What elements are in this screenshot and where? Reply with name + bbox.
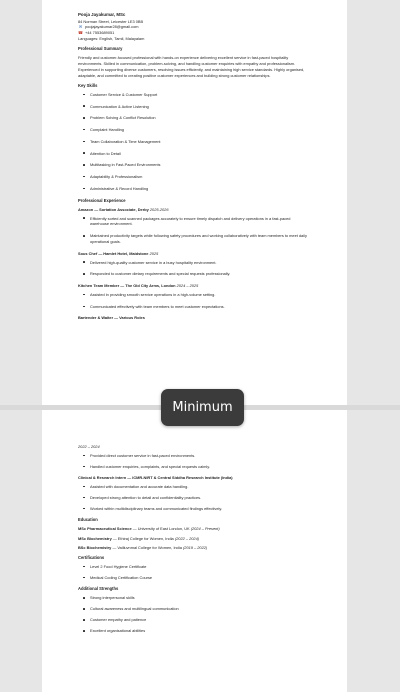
certifications-heading: Certifications (78, 554, 105, 560)
education-place: — Vailluvnmal College for Women, India (111, 545, 182, 550)
job-bullets (78, 216, 347, 245)
phone-number[interactable]: +44 7553689051 (85, 30, 115, 36)
education-heading: Education (78, 516, 98, 522)
job-title (78, 251, 347, 257)
job-title (78, 315, 347, 321)
job-bullet: Communicated effectively with team members to meet customer expectations. (90, 304, 308, 310)
skill-item: Problem Solving & Conflict Resolution (90, 115, 308, 121)
job-dates: 2025-2026 (149, 206, 169, 212)
education-place: — Ethiraj College for Women, India (111, 535, 174, 541)
education-years: (2024 – Present) (190, 526, 220, 532)
job-bullet: Worked within multidisciplinary teams and communicated findings effectively. (90, 506, 308, 512)
job-dates: 2025 (149, 250, 159, 256)
skill-item: Communication & Active Listening (90, 104, 308, 110)
job-bullets (78, 453, 347, 470)
skill-item: Adaptability & Professionalism (90, 174, 308, 180)
job-bullet: Developed strong attention to detail and confidentiality practices. (90, 495, 308, 501)
education-years: (2022 – 2024) (174, 535, 200, 541)
job-role: Sous Chef — Hamlet Hotel, Maidstone (78, 250, 149, 256)
summary-text: Friendly and customer-focused professional with hands-on experience delivering excellent service in fast-paced hospitality environments. Skilled in communication, problem-solving, and handling customer enquiries with empathy and professionalism. Experienced in supporting diverse customers, resolving issues efficiently, and maintaining high service standards. Highly organised, adaptable, and committed to creating positive customer experiences and building strong customer relationships. (78, 55, 305, 78)
job-bullet: Maintained productivity targets while following safety procedures and working collaboratively with team members to meet daily operational goals. (90, 233, 307, 244)
strength-item: Cultural awareness and multilingual communication (90, 606, 308, 612)
job-bullet: Efficiently sorted and scanned packages accurately to ensure timely dispatch and delivery operations in a fast-paced warehouse environment. (90, 216, 308, 228)
education-years: (2019 – 2022) (182, 545, 208, 550)
skills-heading: Key Skills (78, 82, 98, 88)
education-degree: MSc Pharmaceutical Science (78, 526, 132, 532)
job-bullets (78, 260, 347, 278)
skills-list (78, 92, 347, 192)
job-dates-continued (78, 444, 347, 450)
strengths-heading: Additional Strengths (78, 586, 119, 592)
envelope-icon: ✉ (78, 24, 83, 30)
email-link[interactable]: poojajayakumar28@gmail.com (85, 24, 139, 30)
job-dates: 2022 – 2024 (78, 444, 100, 449)
job-bullets (78, 484, 347, 512)
job-bullet: Handled customer enquiries, complaints, and special requests calmly. (90, 464, 308, 470)
job-role: Bartender & Waiter — Various Roles (78, 315, 145, 321)
languages-line: Languages: English, Tamil, Malayalam (78, 36, 145, 42)
candidate-name: Pooja Jayakumar, MSc (78, 12, 126, 17)
strength-item: Customer empathy and patience (90, 617, 308, 623)
job-dates: 2024 – 2025 (176, 283, 199, 289)
minimum-badge[interactable]: Minimum (161, 389, 244, 426)
job-bullet: Assisted in providing smooth service operations in a high-volume setting. (90, 292, 308, 298)
skill-item: Attention to Detail (90, 151, 308, 157)
education-place: — University of East London, UK (131, 526, 190, 532)
education-degree: MSc Biochemistry (78, 535, 112, 541)
skill-item: Administrative & Record Handling (90, 186, 308, 192)
job-title (78, 207, 347, 213)
job-bullet: Responded to customer dietary requirements and special requests professionally. (90, 271, 308, 277)
cv-page-2 (42, 410, 347, 692)
cv-page-1 (42, 0, 347, 405)
education-item (78, 526, 347, 532)
job-role: Clinical & Research Intern — ICMR-NIRT & Central Siddha Research Institute (India) (78, 474, 233, 480)
strengths-list (78, 595, 347, 634)
education-item (78, 536, 347, 542)
strength-item: Excellent organisational abilities (90, 628, 308, 634)
job-role: Kitchen Team Member — The Old City Arms, London (78, 283, 176, 289)
certifications-list (78, 564, 347, 581)
job-bullet: Assisted with documentation and accurate data handling. (90, 484, 308, 490)
skill-item: Customer Service & Customer Support (90, 92, 308, 98)
education-degree: BSc Biochemistry (78, 545, 112, 550)
education-item (78, 545, 347, 551)
job-role: Amazon — Sortation Associate, Derby (78, 206, 149, 212)
job-bullets (78, 292, 347, 310)
address-line: 84 Norman Street, Leicester LE3 0BB (78, 18, 144, 24)
job-title (78, 283, 347, 289)
skill-item: Team Collaboration & Time Management (90, 139, 308, 145)
phone-icon: ☎ (78, 30, 83, 36)
skill-item: Complaint Handling (90, 127, 308, 133)
job-title (78, 475, 347, 481)
job-bullet: Provided direct customer service in fast-paced environments. (90, 453, 308, 459)
job-bullet: Delivered high-quality customer service in a busy hospitality environment. (90, 260, 308, 266)
certification-item: Medical Coding Certification Course (90, 575, 308, 581)
strength-item: Strong interpersonal skills (90, 595, 308, 601)
experience-heading: Professional Experience (78, 197, 126, 203)
summary-heading: Professional Summary (78, 46, 123, 52)
skill-item: Multitasking in Fast-Paced Environments (90, 162, 308, 168)
certification-item: Level 2 Food Hygiene Certificate (90, 564, 308, 570)
